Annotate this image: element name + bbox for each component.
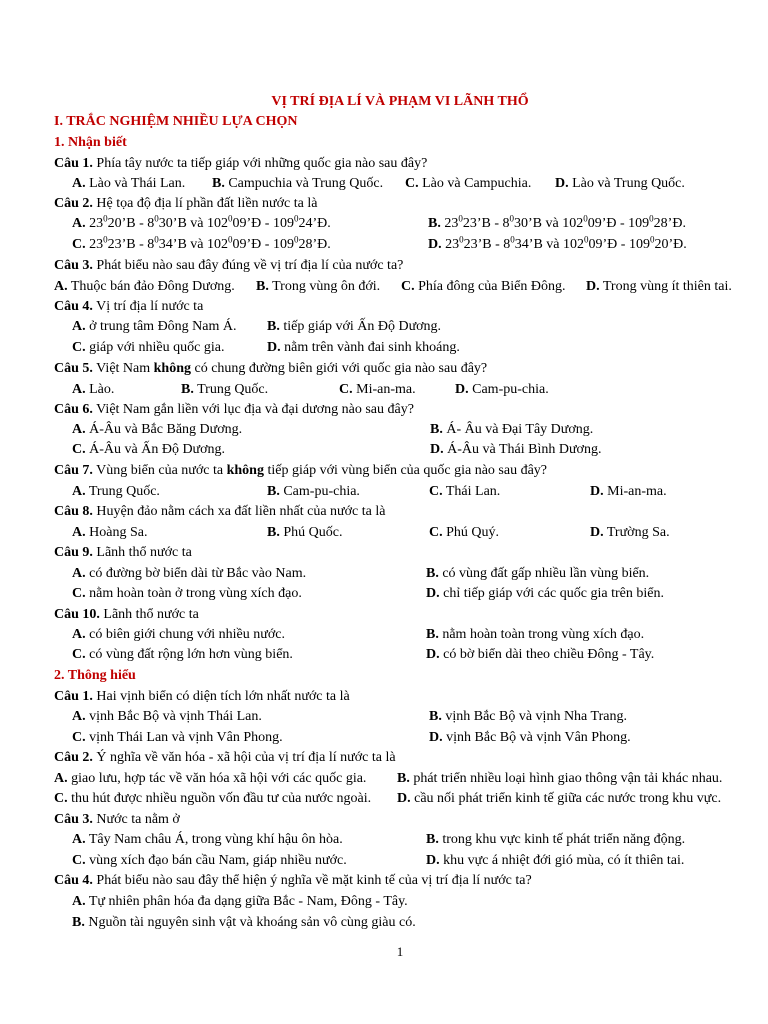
option-letter: C. — [72, 237, 86, 252]
option-letter: B. — [256, 279, 269, 294]
option-text: có đường bờ biển dài từ Bắc vào Nam. — [85, 566, 307, 581]
option-text: Mi-an-ma. — [603, 484, 667, 499]
option-c — [72, 586, 302, 602]
option-letter: B. — [212, 176, 225, 191]
option-a — [72, 176, 185, 192]
question-3 — [54, 258, 403, 274]
option-text: Á-Âu và Bắc Băng Dương. — [85, 422, 243, 437]
option-letter: A. — [72, 484, 86, 499]
option-a — [72, 525, 147, 541]
option-c — [339, 382, 416, 398]
option-d — [426, 647, 654, 663]
option-letter: A. — [72, 176, 86, 191]
option-text: trong khu vực kinh tế phát triển năng động. — [438, 832, 686, 847]
question-8 — [54, 504, 385, 520]
option-text: Lào và Trung Quốc. — [568, 176, 685, 191]
option-letter: C. — [72, 730, 86, 745]
option-c — [72, 340, 224, 356]
question-text: Huyện đảo nằm cách xa đất liền nhất của nước ta là — [92, 504, 386, 519]
option-letter: D. — [586, 279, 600, 294]
question-1 — [54, 156, 427, 172]
option-letter: D. — [426, 853, 440, 868]
question-text: Hai vịnh biển có diện tích lớn nhất nước ta là — [92, 689, 350, 704]
option-text: Nguồn tài nguyên sinh vật và khoáng sản vô cùng giàu có. — [84, 915, 416, 930]
option-letter: A. — [72, 382, 86, 397]
question-number: Câu 2. — [54, 196, 93, 211]
part-heading-recognition: 1. Nhận biết — [54, 135, 127, 150]
option-text: ở trung tâm Đông Nam Á. — [85, 319, 237, 334]
option-d — [426, 853, 684, 869]
option-text: Trung Quốc. — [193, 382, 269, 397]
question-number: Câu 2. — [54, 750, 93, 765]
option-letter: A. — [72, 832, 86, 847]
question-6 — [54, 402, 414, 418]
option-d — [429, 730, 631, 746]
option-text: thu hút được nhiều nguồn vốn đầu tư của nước ngoài. — [67, 791, 372, 806]
question-2-2 — [54, 750, 396, 766]
option-text: Phú Quý. — [442, 525, 500, 540]
option-d — [397, 791, 721, 807]
option-text: Tự nhiên phân hóa đa dạng giữa Bắc - Nam, Đông - Tây. — [85, 894, 408, 909]
option-d — [426, 586, 664, 602]
option-text: Thuộc bán đảo Đông Dương. — [67, 279, 235, 294]
option-text: Phú Quốc. — [279, 525, 343, 540]
option-text: chỉ tiếp giáp với các quốc gia trên biển. — [439, 586, 664, 601]
option-b — [428, 213, 686, 232]
question-2-3 — [54, 812, 180, 828]
option-a — [72, 484, 160, 500]
option-text: có biên giới chung với nhiều nước. — [85, 627, 285, 642]
option-c — [401, 279, 566, 295]
option-letter: D. — [267, 340, 281, 355]
question-7 — [54, 463, 547, 479]
option-a — [72, 709, 262, 725]
option-text: có vùng đất gấp nhiều lần vùng biển. — [438, 566, 650, 581]
option-letter: C. — [72, 442, 86, 457]
question-number: Câu 3. — [54, 812, 93, 827]
question-text: Phía tây nước ta tiếp giáp với những quốc gia nào sau đây? — [92, 156, 428, 171]
option-text: Trong vùng ít thiên tai. — [599, 279, 732, 294]
option-text: Trong vùng ôn đới. — [268, 279, 381, 294]
page-title: VỊ TRÍ ĐỊA LÍ VÀ PHẠM VI LÃNH THỔ — [271, 94, 529, 109]
question-number: Câu 9. — [54, 545, 93, 560]
option-text: $23^020’B$ - $8^030’B$ và $102^009’Đ$ - $109^024’Đ$. — [85, 213, 331, 231]
option-c — [72, 730, 283, 746]
question-text: Hệ tọa độ địa lí phần đất liền nước ta là — [92, 196, 318, 211]
option-c — [405, 176, 531, 192]
option-a — [72, 627, 285, 643]
option-text: Tây Nam châu Á, trong vùng khí hậu ôn hòa. — [85, 832, 343, 847]
option-letter: C. — [72, 647, 86, 662]
option-b — [397, 771, 722, 787]
option-b — [430, 422, 593, 438]
option-text: vịnh Bắc Bộ và vịnh Nha Trang. — [441, 709, 627, 724]
question-number: Câu 10. — [54, 607, 100, 622]
option-text: giáp với nhiều quốc gia. — [85, 340, 225, 355]
question-2 — [54, 196, 317, 212]
option-b — [267, 484, 360, 500]
option-text: khu vực á nhiệt đới gió mùa, có ít thiên tai. — [439, 853, 685, 868]
option-letter: A. — [72, 216, 86, 231]
option-b — [267, 319, 441, 335]
option-letter: B. — [430, 422, 443, 437]
option-text: Mi-an-ma. — [352, 382, 416, 397]
option-a — [72, 382, 114, 398]
option-text: nằm hoàn toàn ở trong vùng xích đạo. — [85, 586, 302, 601]
question-2-1 — [54, 689, 350, 705]
option-b — [426, 566, 649, 582]
option-b — [429, 709, 627, 725]
option-text: Lào và Thái Lan. — [85, 176, 186, 191]
question-text-emphasis: không — [153, 361, 191, 376]
option-text: nằm hoàn toàn trong vùng xích đạo. — [438, 627, 645, 642]
question-text: Lãnh thổ nước ta — [99, 607, 199, 622]
option-text: Cam-pu-chia. — [279, 484, 360, 499]
question-9 — [54, 545, 192, 561]
option-letter: A. — [72, 319, 86, 334]
option-d — [267, 340, 460, 356]
option-b — [426, 832, 685, 848]
option-text: Á- Âu và Đại Tây Dương. — [442, 422, 594, 437]
option-a — [72, 213, 331, 232]
option-text: Á-Âu và Thái Bình Dương. — [443, 442, 602, 457]
option-letter: A. — [72, 422, 86, 437]
option-letter: A. — [54, 279, 68, 294]
option-a — [72, 319, 237, 335]
option-letter: C. — [405, 176, 419, 191]
option-a — [72, 832, 343, 848]
section-heading: I. TRẮC NGHIỆM NHIỀU LỰA CHỌN — [54, 114, 298, 129]
option-c — [72, 853, 347, 869]
option-text: Campuchia và Trung Quốc. — [224, 176, 384, 191]
option-c — [54, 791, 371, 807]
option-text: có vùng đất rộng lớn hơn vùng biển. — [85, 647, 293, 662]
option-text: vịnh Bắc Bộ và vịnh Vân Phong. — [442, 730, 631, 745]
option-letter: D. — [429, 730, 443, 745]
option-letter: A. — [72, 894, 86, 909]
option-d — [590, 525, 670, 541]
option-letter: D. — [397, 791, 411, 806]
question-10 — [54, 607, 199, 623]
question-2-4 — [54, 873, 532, 889]
option-letter: B. — [426, 627, 439, 642]
question-text: Phát biểu nào sau đây thể hiện ý nghĩa về mặt kinh tế của vị trí địa lí nước ta? — [92, 873, 532, 888]
option-letter: B. — [267, 484, 280, 499]
part-heading-comprehension: 2. Thông hiểu — [54, 668, 136, 683]
option-c — [72, 442, 225, 458]
option-text: vịnh Thái Lan và vịnh Vân Phong. — [85, 730, 283, 745]
option-text: $23^023’B$ - $8^034’B$ và $102^009’Đ$ - $109^028’Đ$. — [85, 234, 331, 252]
option-text: $23^023’B$ - $8^034’B$ và $102^009’Đ$ - $109^020’Đ$. — [441, 234, 687, 252]
option-a — [72, 894, 408, 910]
option-text: tiếp giáp với Ấn Độ Dương. — [279, 319, 442, 334]
question-text: Việt Nam gắn liền với lục địa và đại dương nào sau đây? — [92, 402, 414, 417]
question-number: Câu 3. — [54, 258, 93, 273]
option-d — [455, 382, 549, 398]
option-letter: C. — [339, 382, 353, 397]
option-letter: B. — [181, 382, 194, 397]
option-b — [256, 279, 380, 295]
option-d — [430, 442, 601, 458]
option-letter: C. — [429, 525, 443, 540]
question-text: Vị trí địa lí nước ta — [92, 299, 204, 314]
option-b — [426, 627, 644, 643]
option-letter: D. — [430, 442, 444, 457]
question-text: Phát biểu nào sau đây đúng về vị trí địa lí của nước ta? — [92, 258, 404, 273]
option-a — [72, 566, 306, 582]
option-letter: D. — [555, 176, 569, 191]
option-letter: B. — [429, 709, 442, 724]
option-letter: B. — [397, 771, 410, 786]
option-letter: C. — [72, 586, 86, 601]
option-a — [54, 279, 235, 295]
option-text: Phía đông của Biển Đông. — [414, 279, 566, 294]
option-letter: B. — [267, 319, 280, 334]
option-text: nằm trên vành đai sinh khoáng. — [280, 340, 460, 355]
option-text: Lào và Campuchia. — [418, 176, 532, 191]
option-letter: C. — [72, 340, 86, 355]
question-number: Câu 4. — [54, 873, 93, 888]
question-text: Lãnh thổ nước ta — [92, 545, 192, 560]
option-letter: C. — [401, 279, 415, 294]
question-number: Câu 6. — [54, 402, 93, 417]
option-text: vùng xích đạo bán cầu Nam, giáp nhiều nước. — [85, 853, 347, 868]
option-b — [72, 915, 416, 931]
option-text: Lào. — [85, 382, 115, 397]
question-5 — [54, 361, 487, 377]
option-text: Trường Sa. — [603, 525, 670, 540]
question-number: Câu 5. — [54, 361, 93, 376]
option-text: $23^023’B$ - $8^030’B$ và $102^009’Đ$ - $109^028’Đ$. — [440, 213, 686, 231]
option-text: giao lưu, hợp tác về văn hóa xã hội với các quốc gia. — [67, 771, 367, 786]
option-text: có bờ biển dài theo chiều Đông - Tây. — [439, 647, 655, 662]
option-a — [54, 771, 366, 787]
question-number: Câu 1. — [54, 689, 93, 704]
option-c — [72, 234, 331, 253]
option-c — [72, 647, 293, 663]
option-d — [428, 234, 687, 253]
option-text: phát triển nhiều loại hình giao thông vận tải khác nhau. — [409, 771, 723, 786]
question-number: Câu 8. — [54, 504, 93, 519]
option-letter: B. — [267, 525, 280, 540]
option-letter: B. — [428, 216, 441, 231]
question-number: Câu 7. — [54, 463, 93, 478]
question-number: Câu 4. — [54, 299, 93, 314]
option-c — [429, 525, 499, 541]
option-d — [586, 279, 732, 295]
option-text: Á-Âu và Ấn Độ Dương. — [85, 442, 226, 457]
option-letter: A. — [72, 627, 86, 642]
option-letter: D. — [428, 237, 442, 252]
option-letter: A. — [72, 525, 86, 540]
option-text: Trung Quốc. — [85, 484, 160, 499]
option-b — [267, 525, 342, 541]
option-letter: B. — [72, 915, 85, 930]
option-d — [555, 176, 685, 192]
option-d — [590, 484, 667, 500]
option-letter: B. — [426, 832, 439, 847]
option-letter: D. — [590, 484, 604, 499]
question-text-pre: Việt Nam — [92, 361, 154, 376]
option-letter: A. — [54, 771, 68, 786]
option-a — [72, 422, 242, 438]
option-text: Thái Lan. — [442, 484, 501, 499]
option-b — [212, 176, 383, 192]
question-text-pre: Vùng biển của nước ta — [92, 463, 227, 478]
option-letter: D. — [455, 382, 469, 397]
question-text: Ý nghĩa về văn hóa - xã hội của vị trí địa lí nước ta là — [92, 750, 396, 765]
option-text: Cam-pu-chia. — [468, 382, 549, 397]
option-text: vịnh Bắc Bộ và vịnh Thái Lan. — [85, 709, 262, 724]
option-b — [181, 382, 268, 398]
option-letter: C. — [429, 484, 443, 499]
question-number: Câu 1. — [54, 156, 93, 171]
question-text: Nước ta nằm ở — [92, 812, 180, 827]
question-text-post: có chung đường biên giới với quốc gia nào sau đây? — [191, 361, 488, 376]
question-text-emphasis: không — [226, 463, 264, 478]
question-4 — [54, 299, 203, 315]
option-letter: A. — [72, 566, 86, 581]
option-letter: B. — [426, 566, 439, 581]
option-text: Hoàng Sa. — [85, 525, 148, 540]
option-letter: D. — [590, 525, 604, 540]
option-letter: C. — [54, 791, 68, 806]
option-letter: D. — [426, 586, 440, 601]
page-number: 1 — [396, 944, 404, 959]
option-text: cầu nối phát triển kinh tế giữa các nước trong khu vực. — [410, 791, 722, 806]
option-letter: A. — [72, 709, 86, 724]
option-letter: D. — [426, 647, 440, 662]
option-c — [429, 484, 500, 500]
option-letter: C. — [72, 853, 86, 868]
question-text-post: tiếp giáp với vùng biển của quốc gia nào sau đây? — [263, 463, 548, 478]
